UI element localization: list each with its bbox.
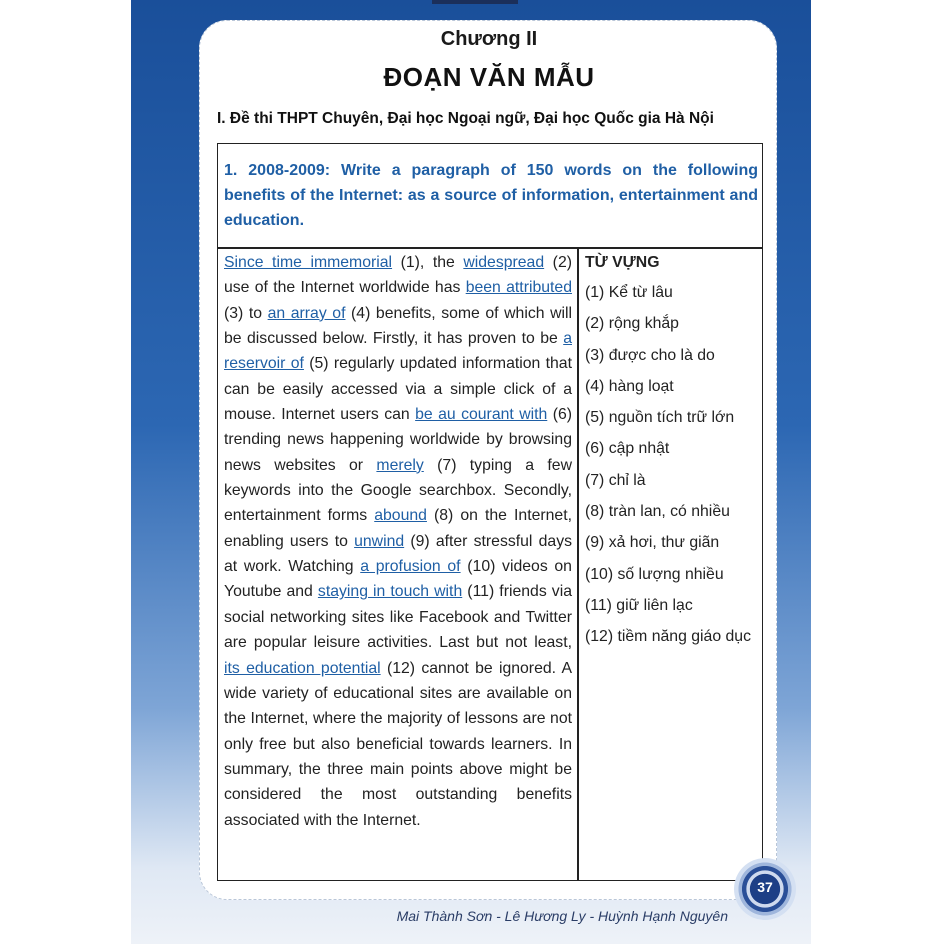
- vocab-item: (10) số lượng nhiều: [585, 565, 724, 583]
- table-divider-vertical: [577, 247, 579, 881]
- vocab-term: abound: [374, 507, 427, 525]
- vocab-term: widespread: [463, 254, 545, 271]
- vocab-term: an array of: [267, 304, 346, 322]
- vocab-term: staying in touch with: [317, 583, 463, 601]
- vocab-term: be au courant with: [415, 406, 548, 424]
- paragraph-text: (8) on the Internet, enabling users to: [224, 507, 572, 550]
- vocab-item: (5) nguồn tích trữ lớn: [585, 409, 735, 427]
- exercise-prompt: 1. 2008-2009: Write a paragraph of 150 words on the following benefits of the Internet: as a source of information, entertainment and education.: [224, 162, 758, 229]
- vocab-item: (8) tràn lan, có nhiều: [585, 503, 730, 521]
- vocab-item: (11) giữ liên lạc: [585, 596, 693, 614]
- vocab-item: (3) được cho là do: [585, 346, 715, 364]
- vocab-term: been attributed: [465, 279, 572, 297]
- vocab-term: a reservoir of: [224, 330, 572, 373]
- table-divider-horizontal: [217, 247, 763, 249]
- paragraph-text: (2) use of the Internet worldwide has: [224, 254, 572, 297]
- paragraph-text: (10) videos on Youtube and: [224, 558, 572, 601]
- vocabulary-column: [585, 251, 765, 653]
- vocab-term: unwind: [354, 532, 405, 550]
- authors-footer: Mai Thành Sơn - Lê Hương Ly - Huỳnh Hạnh Nguyên: [396, 908, 728, 924]
- vocab-term: its education potential: [224, 659, 381, 677]
- vocab-item: (4) hàng loạt: [585, 377, 674, 395]
- paragraph-text: (5) regularly updated information that can be easily accessed via a simple click of a mouse. Internet users can: [224, 355, 572, 424]
- page-number: 37: [757, 879, 773, 895]
- model-paragraph: [224, 250, 572, 833]
- vocab-item: (2) rộng khắp: [585, 315, 679, 333]
- vocab-item: (7) chỉ là: [585, 471, 646, 489]
- vocab-term: Since time immemorial: [224, 254, 393, 271]
- vocab-item: (12) tiềm năng giáo dục: [585, 628, 751, 646]
- paragraph-text: (4) benefits, some of which will be discussed below. Firstly, it has proven to be: [224, 304, 573, 348]
- section-title: ĐOẠN VĂN MẪU: [383, 62, 595, 92]
- vocab-item: (9) xả hơi, thư giãn: [585, 534, 720, 552]
- paragraph-text: (9) after stressful days at work. Watching: [224, 532, 572, 576]
- paragraph-text: (3) to: [224, 304, 268, 322]
- vocab-term: merely: [376, 456, 424, 474]
- paragraph-text: (6) trending news happening worldwide by browsing news websites or: [224, 406, 572, 474]
- vocabulary-heading: TỪ VỰNG: [585, 254, 660, 271]
- vocab-item: (6) cập nhật: [585, 440, 670, 458]
- vocab-term: a profusion of: [360, 558, 461, 576]
- exam-heading: I. Đề thi THPT Chuyên, Đại học Ngoại ngữ, Đại học Quốc gia Hà Nội: [217, 110, 714, 127]
- right-margin: [811, 0, 944, 944]
- chapter-label: Chương II: [440, 28, 538, 50]
- vocab-item: (1) Kể từ lâu: [585, 284, 673, 301]
- paragraph-text: (1), the: [392, 254, 464, 271]
- paragraph-text: (7) typing a few keywords into the Google searchbox. Secondly, entertainment forms: [224, 456, 572, 525]
- paragraph-text: (12) cannot be ignored. A wide variety of educational sites are available on the Internet, where the majority of lessons are not only free but also beneficial towards learners. In summary, the three main points above might be considered the most outstanding benefits associated with the Internet.: [224, 659, 572, 829]
- top-tab-marker: [432, 0, 518, 4]
- paragraph-text: (11) friends via social networking sites like Facebook and Twitter are popular leisure activities. Last but not least,: [224, 583, 572, 652]
- left-margin: [0, 0, 131, 944]
